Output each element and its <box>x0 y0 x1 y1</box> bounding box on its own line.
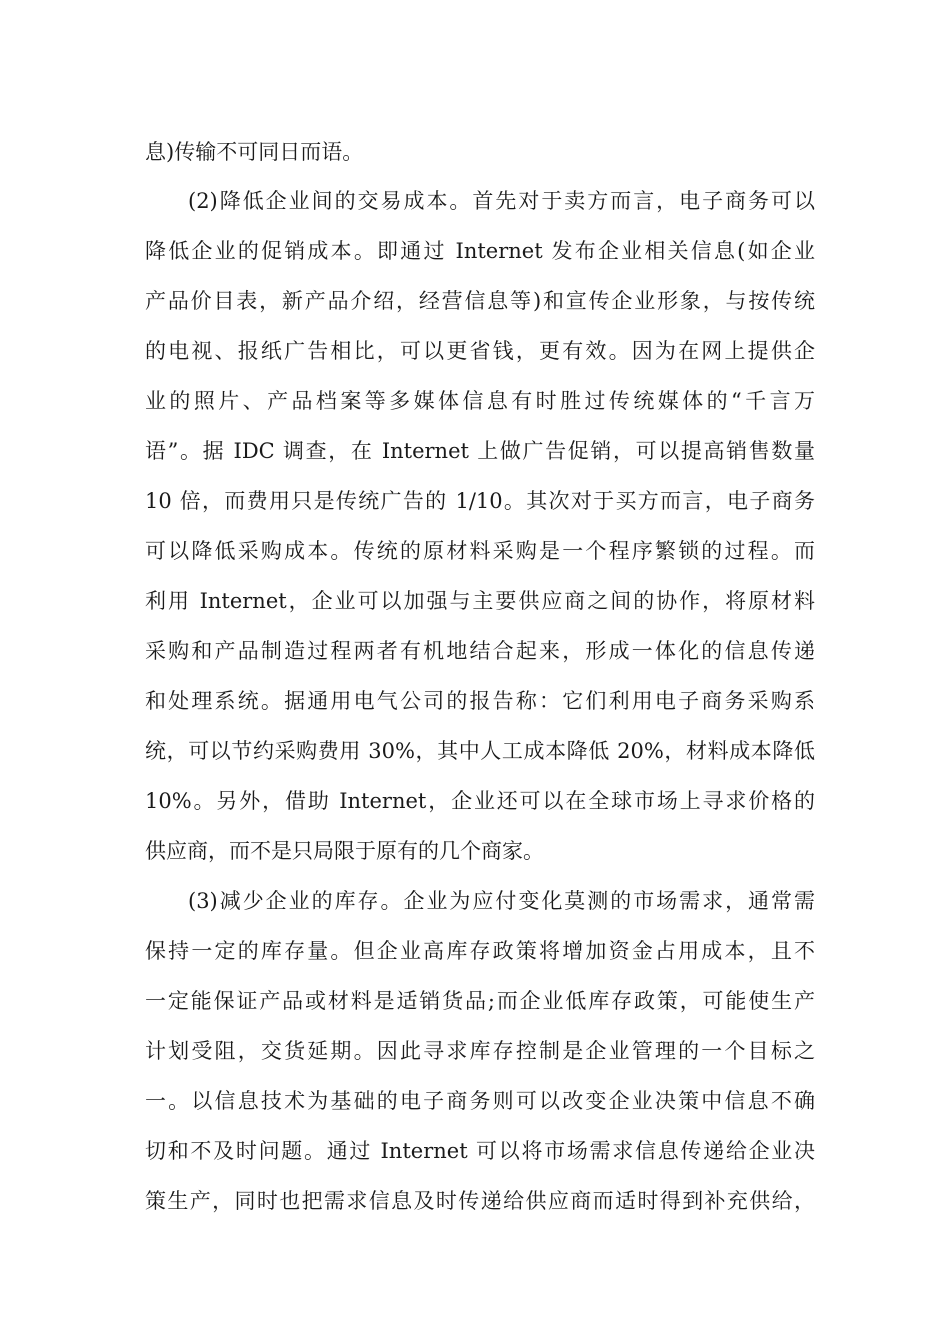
text-line: 产品价目表，新产品介绍，经营信息等)和宣传企业形象，与按传统 <box>145 289 815 313</box>
text-line: 供应商，而不是只局限于原有的几个商家。 <box>145 839 544 863</box>
text-line: 利用 Internet，企业可以加强与主要供应商之间的协作，将原材料 <box>145 589 815 613</box>
text-line: 10%。另外，借助 Internet，企业还可以在全球市场上寻求价格的 <box>145 789 815 813</box>
text-line: 降低企业的促销成本。即通过 Internet 发布企业相关信息(如企业 <box>145 239 815 263</box>
text-line: 10 倍，而费用只是传统广告的 1/10。其次对于买方而言，电子商务 <box>145 489 815 513</box>
text-line: 可以降低采购成本。传统的原材料采购是一个程序繁锁的过程。而 <box>145 539 815 563</box>
text-line: 业的照片、产品档案等多媒体信息有时胜过传统媒体的“千言万 <box>145 389 815 413</box>
text-line: 一定能保证产品或材料是适销货品;而企业低库存政策，可能使生产 <box>145 989 815 1013</box>
paragraph-2-heading-line: (2)降低企业间的交易成本。首先对于卖方而言，电子商务可以 <box>188 189 815 213</box>
text-line: 策生产，同时也把需求信息及时传递给供应商而适时得到补充供给， <box>145 1189 815 1213</box>
text-line: 保持一定的库存量。但企业高库存政策将增加资金占用成本，且不 <box>145 939 815 963</box>
text-line: 统，可以节约采购费用 30%，其中人工成本降低 20%，材料成本降低 <box>145 739 815 763</box>
text-line: 采购和产品制造过程两者有机地结合起来，形成一体化的信息传递 <box>145 639 815 663</box>
text-line: 一。以信息技术为基础的电子商务则可以改变企业决策中信息不确 <box>145 1089 815 1113</box>
text-line: 的电视、报纸广告相比，可以更省钱，更有效。因为在网上提供企 <box>145 339 815 363</box>
text-line: 息)传输不可同日而语。 <box>145 140 364 164</box>
text-line: 计划受阻，交货延期。因此寻求库存控制是企业管理的一个目标之 <box>145 1039 815 1063</box>
text-line: 和处理系统。据通用电气公司的报告称：它们利用电子商务采购系 <box>145 689 815 713</box>
text-line: 切和不及时问题。通过 Internet 可以将市场需求信息传递给企业决 <box>145 1139 815 1163</box>
paragraph-3-heading-line: (3)减少企业的库存。企业为应付变化莫测的市场需求，通常需 <box>188 889 815 913</box>
text-line: 语”。据 IDC 调查，在 Internet 上做广告促销，可以提高销售数量 <box>145 439 815 463</box>
